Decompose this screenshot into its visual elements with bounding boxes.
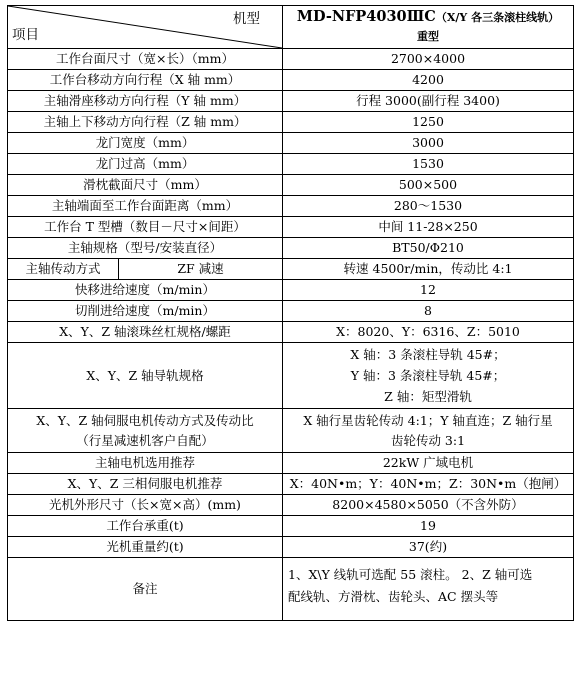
servo-drive-value-line: X 轴行星齿轮传动 4:1；Y 轴直连；Z 轴行星 xyxy=(303,412,553,428)
table-row xyxy=(8,516,574,537)
row-label: 主轴上下移动方向行程（Z 轴 mm） xyxy=(8,112,283,133)
servo-drive-value-line: 齿轮传动 3:1 xyxy=(390,432,466,448)
table-row xyxy=(8,537,574,558)
table-row xyxy=(8,154,574,175)
model-type: 重型 xyxy=(417,30,439,43)
model-name: MD-NFP4030ⅢC xyxy=(296,8,436,25)
guide-row xyxy=(8,343,574,409)
header-corner-cell xyxy=(8,6,283,49)
row-value: BT50/Φ210 xyxy=(283,238,574,259)
row-label: 切削进给速度（m/min） xyxy=(8,301,283,322)
row-label: X、Y、Z 轴滚珠丝杠规格/螺距 xyxy=(8,322,283,343)
model-note: （X/Y 各三条滚柱线轨） xyxy=(435,11,560,24)
servo-drive-label-line: （行星减速机客户自配） xyxy=(76,432,214,448)
table-row xyxy=(8,196,574,217)
table-row xyxy=(8,238,574,259)
row-label: 龙门宽度（mm） xyxy=(8,133,283,154)
guide-line: Z 轴：矩型滑轨 xyxy=(384,389,472,404)
model-column-label: 机型 xyxy=(233,11,260,27)
row-value: 行程 3000(副行程 3400) xyxy=(283,91,574,112)
table-row xyxy=(8,280,574,301)
row-value: 4200 xyxy=(283,70,574,91)
table-row xyxy=(8,217,574,238)
row-label: 工作台移动方向行程（X 轴 mm） xyxy=(8,70,283,91)
row-label: 工作台承重(t) xyxy=(8,516,283,537)
row-label: 滑枕截面尺寸（mm） xyxy=(8,175,283,196)
remark-row xyxy=(8,558,574,621)
row-label: 光机外形尺寸（长×宽×高）(mm) xyxy=(8,495,283,516)
row-label: 快移进给速度（m/min） xyxy=(8,280,283,301)
row-label: 工作台 T 型槽（数目－尺寸×间距） xyxy=(8,217,283,238)
table-row xyxy=(8,112,574,133)
spec-table xyxy=(7,5,574,621)
remark-value xyxy=(283,558,574,621)
item-column-label: 项目 xyxy=(12,27,39,43)
drive-sublabel: ZF 减速 xyxy=(119,259,283,280)
guide-value xyxy=(283,343,574,409)
row-value: 22kW 广域电机 xyxy=(283,453,574,474)
row-label: 主轴电机选用推荐 xyxy=(8,453,283,474)
row-label: X、Y、Z 三相伺服电机推荐 xyxy=(8,474,283,495)
row-value: X：8020、Y：6316、Z：5010 xyxy=(283,322,574,343)
row-label: 主轴端面至工作台面距离（mm） xyxy=(8,196,283,217)
row-value: 3000 xyxy=(283,133,574,154)
row-value: 1250 xyxy=(283,112,574,133)
table-row xyxy=(8,495,574,516)
servo-drive-label-line: X、Y、Z 轴伺服电机传动方式及传动比 xyxy=(36,412,254,428)
row-value: 中间 11-28×250 xyxy=(283,217,574,238)
remark-label: 备注 xyxy=(8,558,283,621)
guide-line: X 轴：3 条滚柱导轨 45#； xyxy=(350,347,506,362)
table-row xyxy=(8,133,574,154)
table-row xyxy=(8,175,574,196)
table-row xyxy=(8,301,574,322)
row-value: 37(约) xyxy=(283,537,574,558)
table-row xyxy=(8,70,574,91)
row-label: 主轴规格（型号/安装直径） xyxy=(8,238,283,259)
row-value: 2700×4000 xyxy=(283,49,574,70)
servo-drive-row xyxy=(8,409,574,453)
header-row xyxy=(8,6,574,49)
guide-line: Y 轴：3 条滚柱导轨 45#； xyxy=(350,368,506,383)
row-value: 500×500 xyxy=(283,175,574,196)
table-row xyxy=(8,474,574,495)
table-row xyxy=(8,91,574,112)
table-row xyxy=(8,49,574,70)
remark-line: 配线轨、方滑枕、齿轮头、AC 摆头等 xyxy=(288,589,499,604)
row-value: 280～1530 xyxy=(283,196,574,217)
row-value: 12 xyxy=(283,280,574,301)
table-row xyxy=(8,453,574,474)
row-value: X：40N•m；Y：40N•m；Z：30N•m（抱闸） xyxy=(283,474,574,495)
row-value: 8 xyxy=(283,301,574,322)
row-value: 8200×4580×5050（不含外防） xyxy=(283,495,574,516)
row-value: 1530 xyxy=(283,154,574,175)
row-label: 龙门过高（mm） xyxy=(8,154,283,175)
remark-line: 1、X\Y 线轨可选配 55 滚柱。 2、Z 轴可选 xyxy=(288,567,533,582)
drive-row xyxy=(8,259,574,280)
guide-label: X、Y、Z 轴导轨规格 xyxy=(8,343,283,409)
model-cell xyxy=(283,6,574,49)
drive-label: 主轴传动方式 xyxy=(8,259,119,280)
servo-drive-value xyxy=(283,409,574,453)
row-label: 工作台面尺寸（宽×长）（mm） xyxy=(8,49,283,70)
drive-value: 转速 4500r/min，传动比 4:1 xyxy=(283,259,574,280)
row-label: 主轴滑座移动方向行程（Y 轴 mm） xyxy=(8,91,283,112)
row-label: 光机重量约(t) xyxy=(8,537,283,558)
table-row xyxy=(8,322,574,343)
row-value: 19 xyxy=(283,516,574,537)
servo-drive-label xyxy=(8,409,283,453)
